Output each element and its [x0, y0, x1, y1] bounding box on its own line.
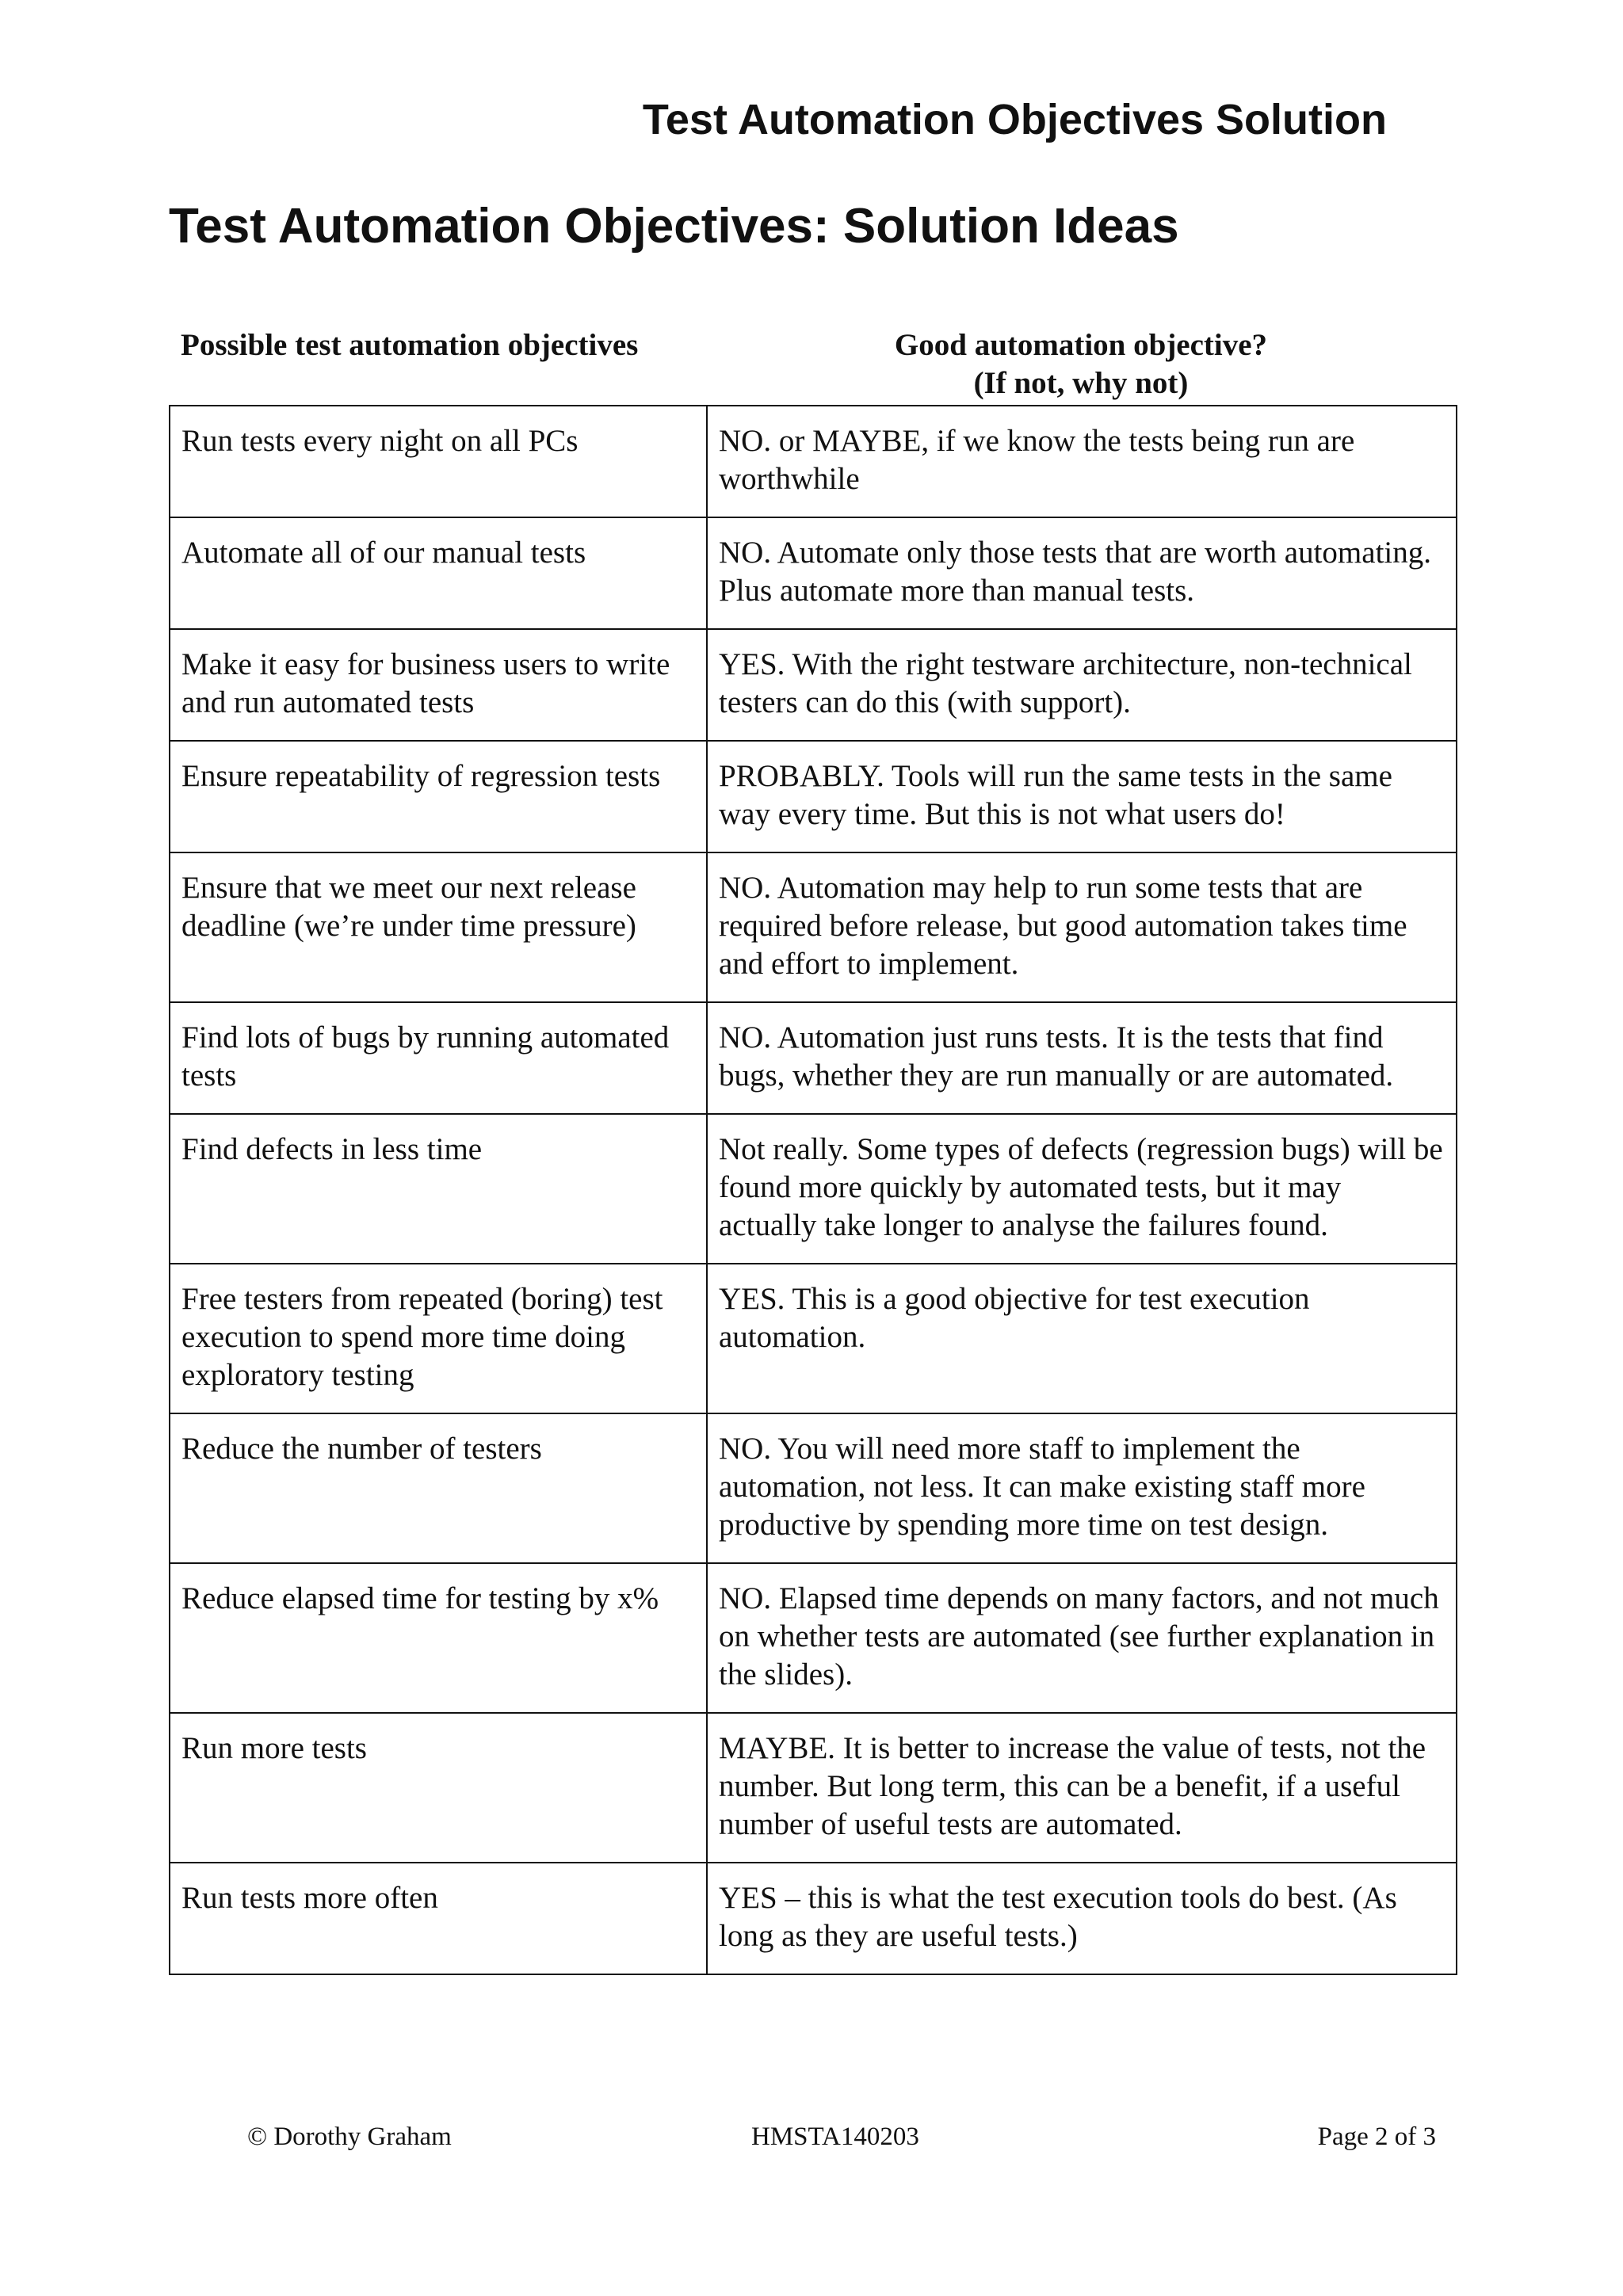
- column-header-objectives: Possible test automation objectives: [181, 328, 639, 362]
- table-row: [170, 1264, 1457, 1413]
- objective-cell: Reduce elapsed time for testing by x%: [170, 1563, 707, 1713]
- objective-cell: Automate all of our manual tests: [170, 517, 707, 629]
- objective-cell: Free testers from repeated (boring) test execution to spend more time doing exploratory testing: [170, 1264, 707, 1413]
- column-header-assessment-line1: Good automation objective?: [894, 328, 1268, 362]
- table-row: [170, 1563, 1457, 1713]
- assessment-cell: Not really. Some types of defects (regression bugs) will be found more quickly by automated tests, but it may actually take longer to analyse the failures found.: [707, 1114, 1457, 1264]
- objectives-table: [169, 405, 1457, 1975]
- objective-cell: Run more tests: [170, 1713, 707, 1863]
- table-row: [170, 1863, 1457, 1974]
- objective-cell: Reduce the number of testers: [170, 1413, 707, 1563]
- table-row: [170, 1114, 1457, 1264]
- objective-cell: Run tests more often: [170, 1863, 707, 1974]
- assessment-cell: MAYBE. It is better to increase the value of tests, not the number. But long term, this can be a benefit, if a useful number of useful tests are automated.: [707, 1713, 1457, 1863]
- objective-cell: Run tests every night on all PCs: [170, 406, 707, 517]
- document-title: Test Automation Objectives: Solution Ideas: [169, 199, 1179, 254]
- assessment-cell: NO. Automate only those tests that are worth automating. Plus automate more than manual tests.: [707, 517, 1457, 629]
- table-row: [170, 1713, 1457, 1863]
- footer-doc-code: HMSTA140203: [751, 2122, 919, 2151]
- footer-page-number: Page 2 of 3: [1317, 2122, 1436, 2151]
- assessment-cell: NO. You will need more staff to implement the automation, not less. It can make existing staff more productive by spending more time on test design.: [707, 1413, 1457, 1563]
- table-row: [170, 741, 1457, 852]
- assessment-cell: PROBABLY. Tools will run the same tests in the same way every time. But this is not what users do!: [707, 741, 1457, 852]
- assessment-cell: YES. With the right testware architecture, non-technical testers can do this (with support).: [707, 629, 1457, 741]
- assessment-cell: NO. Automation just runs tests. It is the tests that find bugs, whether they are run manually or are automated.: [707, 1002, 1457, 1114]
- table-row: [170, 629, 1457, 741]
- objective-cell: Find lots of bugs by running automated tests: [170, 1002, 707, 1114]
- table-row: [170, 1413, 1457, 1563]
- table-row: [170, 406, 1457, 517]
- assessment-cell: YES. This is a good objective for test execution automation.: [707, 1264, 1457, 1413]
- objective-cell: Ensure repeatability of regression tests: [170, 741, 707, 852]
- table-row: [170, 1002, 1457, 1114]
- assessment-cell: NO. Automation may help to run some tests that are required before release, but good automation takes time and effort to implement.: [707, 852, 1457, 1002]
- objective-cell: Ensure that we meet our next release deadline (we’re under time pressure): [170, 852, 707, 1002]
- column-header-assessment: [705, 326, 1457, 402]
- table-row: [170, 852, 1457, 1002]
- column-header-assessment-line2: (If not, why not): [973, 366, 1189, 400]
- assessment-cell: NO. Elapsed time depends on many factors, and not much on whether tests are automated (see further explanation in the slides).: [707, 1563, 1457, 1713]
- objective-cell: Make it easy for business users to write and run automated tests: [170, 629, 707, 741]
- running-header: Test Automation Objectives Solution: [642, 96, 1387, 143]
- assessment-cell: YES – this is what the test execution tools do best. (As long as they are useful tests.): [707, 1863, 1457, 1974]
- objective-cell: Find defects in less time: [170, 1114, 707, 1264]
- assessment-cell: NO. or MAYBE, if we know the tests being run are worthwhile: [707, 406, 1457, 517]
- footer-copyright: © Dorothy Graham: [247, 2122, 452, 2151]
- table-row: [170, 517, 1457, 629]
